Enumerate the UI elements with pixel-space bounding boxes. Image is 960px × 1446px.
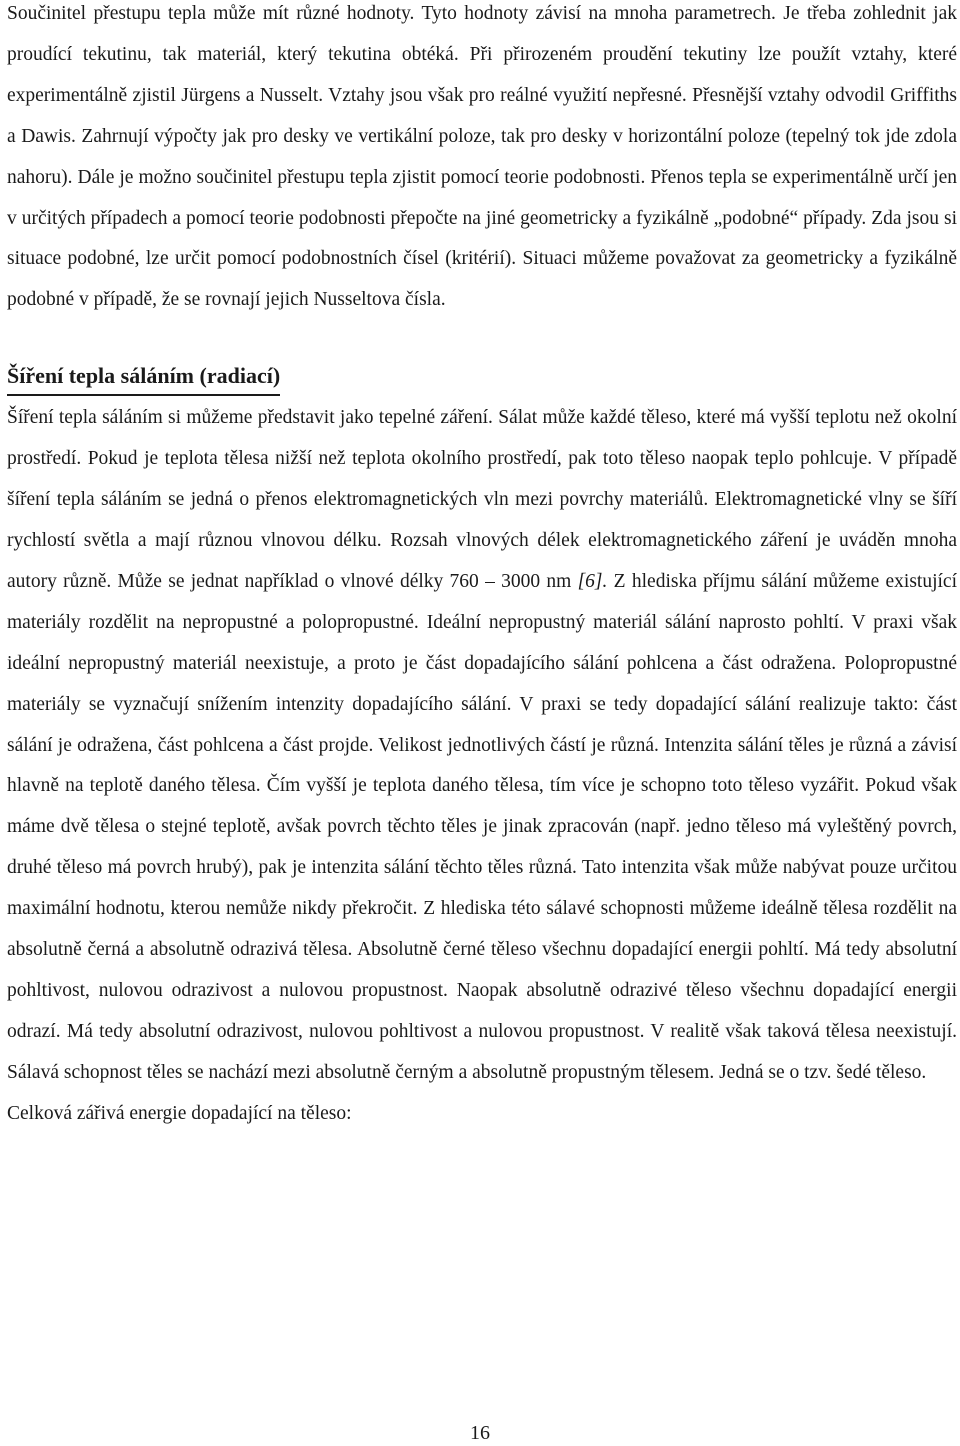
- intro-paragraph: Součinitel přestupu tepla může mít různé hodnoty. Tyto hodnoty závisí na mnoha parametrech. Je třeba zohlednit jak proudící tekutinu, tak materiál, který tekutina obtéká. Při přirozeném proudění tekutiny lze použít vztahy, které experimentálně zjistil Jürgens a Nusselt. Vztahy jsou však pro reálné využití nepřesné. Přesnější vztahy odvodil Griffiths a Dawis. Zahrnují výpočty jak pro desky ve vertikální poloze, tak pro desky v horizontální poloze (tepelný tok jde zdola nahoru). Dále je možno součinitel přestupu tepla zjistit pomocí teorie podobnosti. Přenos tepla se experimentálně určí jen v určitých případech a pomocí teorie podobnosti přepočte na jiné geometricky a fyzikálně „podobné“ případy. Zda jsou si situace podobné, lze určit pomocí podobnostních čísel (kritérií). Situaci můžeme považovat za geometricky a fyzikálně podobné v případě, že se rovnají jejich Nusseltova čísla.: [7, 3, 957, 311]
- citation-reference: [6].: [577, 570, 608, 592]
- radiation-paragraph: [7, 398, 957, 1093]
- radiation-paragraph-text-2: Z hlediska příjmu sálání můžeme existující materiály rozdělit na nepropustné a polopropustné. Ideální nepropustný materiál sálání naprosto pohltí. V praxi však ideální nepropustný materiál neexistuje, a proto je část dopadajícího sálání pohlcena a část odražena. Polopropustné materiály se vyznačují snížením intenzity dopadajícího sálání. V praxi se tedy dopadající sálání realizuje takto: část sálání je odražena, část pohlcena a část projde. Velikost jednotlivých částí je různá. Intenzita sálání těles je různá a závisí hlavně na teplotě daného tělesa. Čím vyšší je teplota daného tělesa, tím více je schopno toto těleso vyzářit. Pokud však máme dvě tělesa o stejné teplotě, avšak povrch těchto těles je jinak zpracován (např. jedno těleso má vyleštěný povrch, druhé těleso má povrch hrubý), pak je intenzita sálání těchto těles různá. Tato intenzita však může nabývat pouze určitou maximální hodnotu, kterou nemůže nikdy překročit. Z hlediska této sálavé schopnosti můžeme ideálně tělesa rozdělit na absolutně černá a absolutně odrazivá tělesa. Absolutně černé těleso všechnu dopadající energii pohltí. Má tedy absolutní pohltivost, nulovou odrazivost a nulovou propustnost. Naopak absolutně odrazivé těleso všechnu dopadající energii odrazí. Má tedy absolutní odrazivost, nulovou pohltivost a nulovou propustnost. V realitě však taková tělesa neexistují. Sálavá schopnost těles se nachází mezi absolutně černým a absolutně propustným tělesem. Jedná se o tzv. šedé těleso.: [7, 570, 957, 1083]
- closing-line: Celková zářivá energie dopadající na těleso:: [7, 1102, 352, 1124]
- document-page: [7, 0, 957, 1135]
- section-heading: Šíření tepla sáláním (radiací): [7, 361, 280, 396]
- radiation-paragraph-text-1: Šíření tepla sáláním si můžeme představit jako tepelné záření. Sálat může každé těleso, které má vyšší teplotu než okolní prostředí. Pokud je teplota tělesa nižší než teplota okolního prostředí, pak toto těleso naopak teplo pohlcuje. V případě šíření tepla sáláním se jedná o přenos elektromagnetických vln mezi povrchy materiálů. Elektromagnetické vlny se šíří rychlostí světla a mají různou vlnovou délku. Rozsah vlnových délek elektromagnetického záření je uváděn mnoha autory různě. Může se jednat například o vlnové délky 760 – 3000 nm: [7, 407, 957, 592]
- page-number: 16: [470, 1422, 490, 1444]
